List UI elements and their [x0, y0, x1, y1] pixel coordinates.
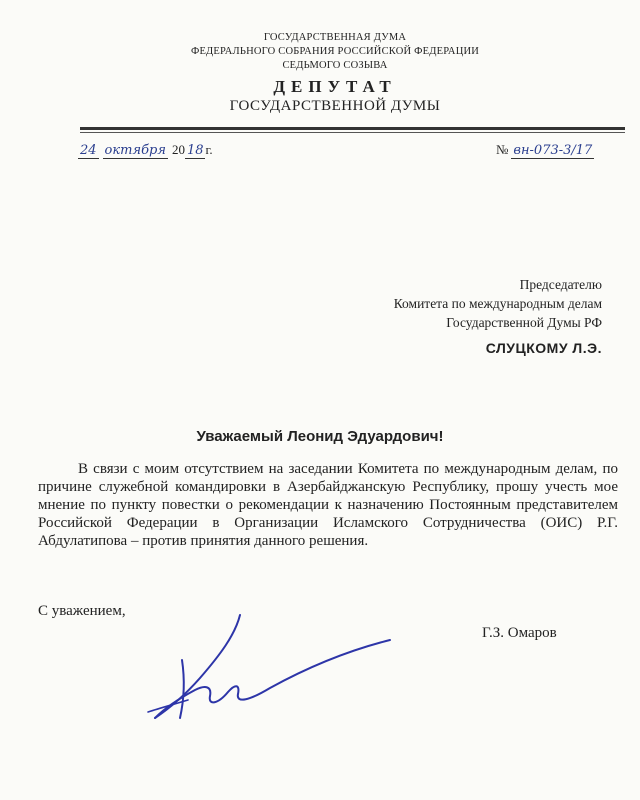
letterhead-line-3: СЕДЬМОГО СОЗЫВА — [282, 60, 388, 71]
closing: С уважением, — [38, 603, 126, 619]
header-rule-thin — [80, 132, 625, 133]
addressee-line-2: Комитета по международным делам — [393, 296, 602, 311]
date-month: октября — [104, 143, 166, 158]
letterhead — [150, 31, 520, 115]
letterhead-line-1: ГОСУДАРСТВЕННАЯ ДУМА — [263, 32, 407, 43]
greeting: Уважаемый Леонид Эдуардович! — [196, 428, 444, 445]
letterhead-title: ДЕПУТАТ — [273, 77, 397, 96]
letterhead-line-2: ФЕДЕРАЛЬНОГО СОБРАНИЯ РОССИЙСКОЙ ФЕДЕРАЦИИ — [190, 46, 480, 57]
recipient-name: СЛУЦКОМУ Л.Э. — [485, 340, 602, 356]
letter-body — [38, 460, 618, 550]
addressee-line-1: Председателю — [519, 277, 602, 292]
letter-date — [78, 142, 213, 159]
signatory-name: Г.З. Омаров — [482, 625, 557, 641]
addressee-line-3: Государственной Думы РФ — [446, 315, 602, 330]
header-rule-thick — [80, 127, 625, 130]
letterhead-subtitle: ГОСУДАРСТВЕННОЙ ДУМЫ — [229, 98, 441, 114]
number-label: № — [496, 142, 509, 157]
letter-body-text: В связи с моим отсутствием на заседании Комитета по международным делам, по причине служебной командировки в Азербайджанскую Республику, прошу учесть мое мнение по пункту повестки о рекомендации к назначению Постоянным представителем Российской Федерации в Организации Исламского Сотрудничества (ОИС) Р.Г. Абдулатипова – против принятия данного решения. — [38, 461, 618, 549]
date-year-prefix: 20 — [171, 142, 185, 157]
date-day: 24 — [80, 143, 97, 158]
date-year-suffix: 18 — [186, 143, 204, 158]
addressee-block — [394, 275, 602, 332]
letter-number — [496, 142, 594, 159]
date-year-unit: г. — [205, 142, 213, 157]
number-value: вн-073-3/17 — [513, 143, 593, 158]
handwritten-signature — [140, 600, 400, 730]
